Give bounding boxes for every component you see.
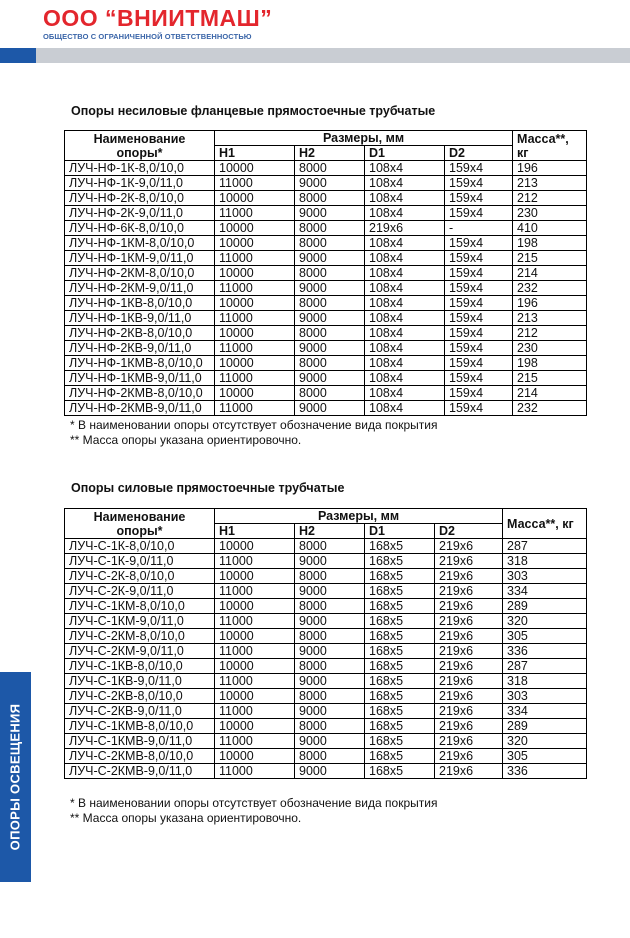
cell-d1: 168х5 [365,749,435,764]
table-row [65,569,587,584]
cell-name: ЛУЧ-С-1КМ-9,0/11,0 [65,614,215,629]
cell-d2: 219х6 [435,689,503,704]
cell-h1: 11000 [215,614,295,629]
cell-h2: 8000 [295,326,365,341]
cell-h1: 11000 [215,704,295,719]
cell-d2: 219х6 [435,719,503,734]
cell-mass: 196 [513,161,587,176]
cell-d1: 108х4 [365,371,445,386]
cell-d1: 168х5 [365,689,435,704]
cell-d2: 219х6 [435,734,503,749]
table-row [65,221,587,236]
table1-header-name: Наименование опоры* [65,131,215,161]
cell-h1: 10000 [215,659,295,674]
cell-d2: 159х4 [445,296,513,311]
cell-name: ЛУЧ-НФ-1КМ-8,0/10,0 [65,236,215,251]
cell-name: ЛУЧ-НФ-2К-9,0/11,0 [65,206,215,221]
cell-h1: 10000 [215,236,295,251]
table-row [65,161,587,176]
cell-d1: 108х4 [365,161,445,176]
table2-header-mass: Масса**, кг [503,509,587,539]
cell-name: ЛУЧ-С-1К-8,0/10,0 [65,539,215,554]
cell-mass: 215 [513,251,587,266]
cell-d1: 168х5 [365,554,435,569]
cell-d1: 168х5 [365,629,435,644]
cell-h2: 8000 [295,689,365,704]
cell-d2: 159х4 [445,311,513,326]
cell-h1: 10000 [215,719,295,734]
table1-header-d2: D2 [445,146,513,161]
cell-mass: 232 [513,281,587,296]
cell-name: ЛУЧ-С-2КМ-9,0/11,0 [65,644,215,659]
cell-h2: 8000 [295,191,365,206]
cell-d1: 168х5 [365,539,435,554]
table2 [64,508,587,779]
table-row [65,401,587,416]
cell-d1: 168х5 [365,764,435,779]
table1-header-sizes: Размеры, мм [215,131,513,146]
cell-h2: 8000 [295,161,365,176]
cell-mass: 198 [513,236,587,251]
cell-h1: 10000 [215,629,295,644]
cell-h1: 10000 [215,689,295,704]
cell-h2: 8000 [295,749,365,764]
cell-d2: 219х6 [435,554,503,569]
table2-header-h1: H1 [215,524,295,539]
cell-h2: 9000 [295,281,365,296]
table2-note-coating: * В наименовании опоры отсутствует обозначение вида покрытия [70,796,438,810]
cell-name: ЛУЧ-С-1КМ-8,0/10,0 [65,599,215,614]
cell-d1: 168х5 [365,599,435,614]
cell-h2: 9000 [295,176,365,191]
table-row [65,599,587,614]
table1-header-d1: D1 [365,146,445,161]
cell-mass: 230 [513,341,587,356]
cell-h1: 11000 [215,341,295,356]
cell-name: ЛУЧ-С-2КМВ-9,0/11,0 [65,764,215,779]
cell-name: ЛУЧ-С-1КМВ-8,0/10,0 [65,719,215,734]
cell-d2: 159х4 [445,281,513,296]
cell-h1: 11000 [215,734,295,749]
header-band-accent [0,48,36,63]
table-row [65,539,587,554]
cell-h2: 9000 [295,206,365,221]
cell-d1: 108х4 [365,206,445,221]
cell-h2: 9000 [295,644,365,659]
cell-h2: 9000 [295,371,365,386]
table-row [65,311,587,326]
cell-name: ЛУЧ-С-2К-8,0/10,0 [65,569,215,584]
table-row [65,734,587,749]
cell-mass: 287 [503,659,587,674]
cell-d2: 219х6 [435,599,503,614]
cell-h1: 10000 [215,569,295,584]
table-row [65,386,587,401]
company-logo [43,5,272,41]
cell-d1: 108х4 [365,356,445,371]
cell-d2: 219х6 [435,614,503,629]
cell-d1: 108х4 [365,401,445,416]
table-row [65,296,587,311]
table2-note-mass: ** Масса опоры указана ориентировочно. [70,811,302,825]
table-row [65,704,587,719]
table-row [65,749,587,764]
cell-name: ЛУЧ-С-1К-9,0/11,0 [65,554,215,569]
cell-h2: 9000 [295,584,365,599]
cell-h1: 10000 [215,296,295,311]
table-row [65,281,587,296]
cell-h1: 10000 [215,191,295,206]
cell-d2: 219х6 [435,764,503,779]
cell-name: ЛУЧ-НФ-1КВ-9,0/11,0 [65,311,215,326]
cell-h2: 8000 [295,659,365,674]
table-row [65,659,587,674]
cell-d2: 219х6 [435,749,503,764]
cell-h2: 8000 [295,539,365,554]
cell-h2: 8000 [295,356,365,371]
cell-d2: 219х6 [435,674,503,689]
table1 [64,130,587,416]
cell-name: ЛУЧ-С-2КМ-8,0/10,0 [65,629,215,644]
cell-mass: 213 [513,176,587,191]
table-row [65,206,587,221]
cell-h2: 8000 [295,296,365,311]
cell-d2: 219х6 [435,539,503,554]
cell-mass: 336 [503,764,587,779]
cell-name: ЛУЧ-НФ-1КМВ-9,0/11,0 [65,371,215,386]
cell-h1: 11000 [215,554,295,569]
cell-mass: 336 [503,644,587,659]
table-row [65,584,587,599]
cell-d2: 219х6 [435,569,503,584]
cell-name: ЛУЧ-С-2КВ-9,0/11,0 [65,704,215,719]
cell-name: ЛУЧ-НФ-2КВ-9,0/11,0 [65,341,215,356]
cell-name: ЛУЧ-НФ-2КМ-8,0/10,0 [65,266,215,281]
cell-mass: 214 [513,266,587,281]
table2-header-h2: H2 [295,524,365,539]
cell-d1: 168х5 [365,584,435,599]
cell-h2: 9000 [295,251,365,266]
cell-h2: 8000 [295,569,365,584]
cell-h2: 9000 [295,674,365,689]
cell-mass: 318 [503,674,587,689]
table2-header-sizes: Размеры, мм [215,509,503,524]
cell-name: ЛУЧ-НФ-6К-8,0/10,0 [65,221,215,236]
cell-d2: 159х4 [445,341,513,356]
cell-name: ЛУЧ-С-1КМВ-9,0/11,0 [65,734,215,749]
cell-d2: 159х4 [445,206,513,221]
cell-d2: 219х6 [435,704,503,719]
table1-header-h1: H1 [215,146,295,161]
cell-h1: 10000 [215,539,295,554]
cell-h1: 11000 [215,206,295,221]
table2-header-d2: D2 [435,524,503,539]
cell-h1: 11000 [215,251,295,266]
cell-mass: 198 [513,356,587,371]
cell-h1: 11000 [215,764,295,779]
table-row [65,326,587,341]
cell-name: ЛУЧ-НФ-2КВ-8,0/10,0 [65,326,215,341]
table-row [65,251,587,266]
cell-d2: 219х6 [435,629,503,644]
cell-h2: 9000 [295,401,365,416]
sidebar-label: ОПОРЫ ОСВЕЩЕНИЯ [7,703,23,851]
cell-d2: 159х4 [445,386,513,401]
cell-d2: 159х4 [445,266,513,281]
cell-h1: 11000 [215,401,295,416]
cell-mass: 213 [513,311,587,326]
cell-name: ЛУЧ-С-2К-9,0/11,0 [65,584,215,599]
table-row [65,629,587,644]
logo-title: ООО “ВНИИТМАШ” [43,5,273,31]
cell-d1: 108х4 [365,191,445,206]
cell-d2: 159х4 [445,176,513,191]
cell-name: ЛУЧ-НФ-1КМВ-8,0/10,0 [65,356,215,371]
cell-h1: 11000 [215,371,295,386]
cell-mass: 230 [513,206,587,221]
cell-name: ЛУЧ-С-1КВ-8,0/10,0 [65,659,215,674]
cell-h2: 9000 [295,704,365,719]
cell-mass: 214 [513,386,587,401]
cell-h1: 11000 [215,281,295,296]
cell-mass: 289 [503,719,587,734]
cell-h2: 8000 [295,221,365,236]
cell-name: ЛУЧ-НФ-2КМВ-8,0/10,0 [65,386,215,401]
cell-d2: 159х4 [445,251,513,266]
cell-mass: 305 [503,629,587,644]
cell-d2: 159х4 [445,236,513,251]
cell-name: ЛУЧ-НФ-1К-8,0/10,0 [65,161,215,176]
cell-h2: 8000 [295,629,365,644]
table-row [65,236,587,251]
cell-mass: 320 [503,614,587,629]
cell-name: ЛУЧ-С-2КМВ-8,0/10,0 [65,749,215,764]
table-row [65,176,587,191]
cell-h1: 11000 [215,674,295,689]
table2-header-d1: D1 [365,524,435,539]
cell-name: ЛУЧ-НФ-2КМ-9,0/11,0 [65,281,215,296]
cell-name: ЛУЧ-НФ-1КВ-8,0/10,0 [65,296,215,311]
cell-name: ЛУЧ-С-2КВ-8,0/10,0 [65,689,215,704]
cell-mass: 303 [503,569,587,584]
table-row [65,719,587,734]
cell-mass: 289 [503,599,587,614]
cell-d1: 108х4 [365,176,445,191]
cell-h2: 9000 [295,734,365,749]
cell-h2: 9000 [295,764,365,779]
cell-mass: 305 [503,749,587,764]
cell-d2: 159х4 [445,191,513,206]
cell-d1: 168х5 [365,704,435,719]
cell-mass: 232 [513,401,587,416]
cell-d2: 159х4 [445,326,513,341]
table1-note-coating: * В наименовании опоры отсутствует обозначение вида покрытия [70,418,438,432]
cell-mass: 287 [503,539,587,554]
cell-h1: 10000 [215,326,295,341]
cell-d2: 159х4 [445,356,513,371]
cell-d1: 168х5 [365,569,435,584]
cell-d1: 108х4 [365,296,445,311]
cell-mass: 320 [503,734,587,749]
cell-d1: 168х5 [365,614,435,629]
cell-d2: 159х4 [445,401,513,416]
cell-mass: 318 [503,554,587,569]
cell-h2: 9000 [295,614,365,629]
cell-d2: 219х6 [435,584,503,599]
cell-d2: - [445,221,513,236]
cell-d2: 159х4 [445,161,513,176]
cell-d1: 168х5 [365,734,435,749]
cell-d1: 168х5 [365,644,435,659]
cell-d1: 108х4 [365,251,445,266]
table-row [65,341,587,356]
table-row [65,371,587,386]
cell-name: ЛУЧ-НФ-2К-8,0/10,0 [65,191,215,206]
cell-d2: 219х6 [435,644,503,659]
cell-h2: 9000 [295,311,365,326]
cell-h1: 11000 [215,176,295,191]
logo-subtitle: ОБЩЕСТВО С ОГРАНИЧЕННОЙ ОТВЕТСТВЕННОСТЬЮ [43,32,252,41]
cell-h1: 10000 [215,221,295,236]
cell-d1: 108х4 [365,266,445,281]
cell-h2: 9000 [295,341,365,356]
cell-mass: 334 [503,704,587,719]
cell-h1: 10000 [215,161,295,176]
cell-d2: 219х6 [435,659,503,674]
table-row [65,266,587,281]
cell-name: ЛУЧ-НФ-1КМ-9,0/11,0 [65,251,215,266]
cell-h2: 8000 [295,386,365,401]
cell-name: ЛУЧ-НФ-2КМВ-9,0/11,0 [65,401,215,416]
table-row [65,674,587,689]
cell-d1: 168х5 [365,659,435,674]
cell-h1: 11000 [215,311,295,326]
table-row [65,644,587,659]
cell-h2: 8000 [295,266,365,281]
table-row [65,689,587,704]
table-row [65,554,587,569]
cell-h1: 10000 [215,749,295,764]
cell-d1: 108х4 [365,341,445,356]
cell-d2: 159х4 [445,371,513,386]
table1-title: Опоры несиловые фланцевые прямостоечные трубчатые [71,104,436,118]
cell-mass: 215 [513,371,587,386]
cell-d1: 219х6 [365,221,445,236]
table2-header-name: Наименование опоры* [65,509,215,539]
table-row [65,191,587,206]
table1-note-mass: ** Масса опоры указана ориентировочно. [70,433,302,447]
cell-d1: 108х4 [365,281,445,296]
table-row [65,764,587,779]
cell-d1: 108х4 [365,236,445,251]
cell-d1: 108х4 [365,311,445,326]
cell-h1: 10000 [215,356,295,371]
table2-title: Опоры силовые прямостоечные трубчатые [71,481,345,495]
cell-d1: 108х4 [365,326,445,341]
cell-h2: 8000 [295,719,365,734]
cell-h2: 8000 [295,599,365,614]
cell-h2: 8000 [295,236,365,251]
cell-mass: 212 [513,326,587,341]
cell-d1: 168х5 [365,719,435,734]
cell-h1: 10000 [215,599,295,614]
cell-mass: 212 [513,191,587,206]
cell-mass: 303 [503,689,587,704]
cell-mass: 334 [503,584,587,599]
table-row [65,614,587,629]
table1-header-h2: H2 [295,146,365,161]
cell-name: ЛУЧ-НФ-1К-9,0/11,0 [65,176,215,191]
cell-h1: 10000 [215,266,295,281]
cell-d1: 108х4 [365,386,445,401]
cell-h1: 10000 [215,386,295,401]
cell-name: ЛУЧ-С-1КВ-9,0/11,0 [65,674,215,689]
cell-mass: 196 [513,296,587,311]
cell-mass: 410 [513,221,587,236]
table-row [65,356,587,371]
cell-h1: 11000 [215,644,295,659]
cell-d1: 168х5 [365,674,435,689]
cell-h2: 9000 [295,554,365,569]
table1-header-mass: Масса**, кг [513,131,587,161]
cell-h1: 11000 [215,584,295,599]
header-band [0,48,630,63]
